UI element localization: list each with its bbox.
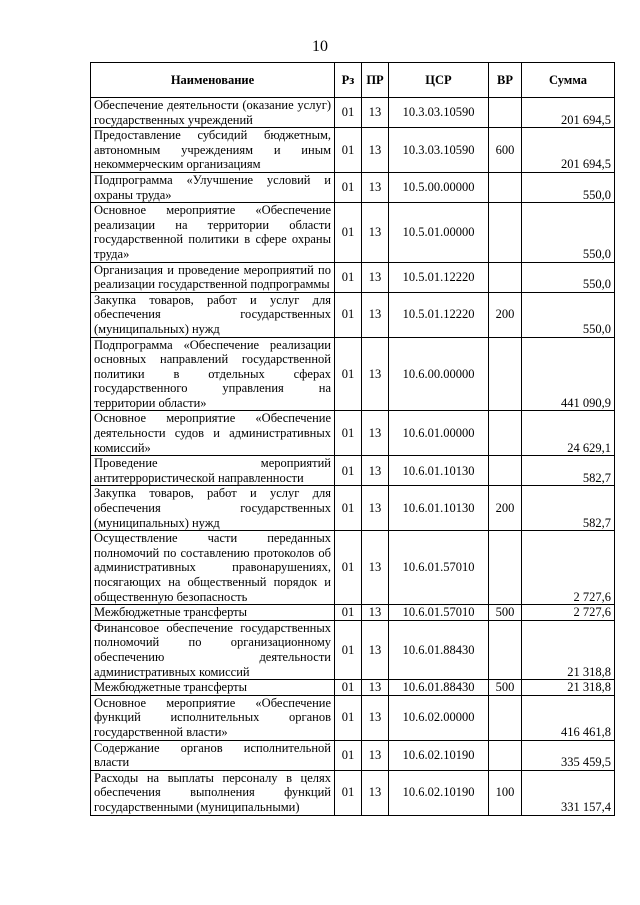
cell-name: Межбюджетные трансферты — [91, 680, 335, 696]
cell-sum: 335 459,5 — [522, 740, 615, 770]
cell-vr — [489, 411, 522, 456]
header-sum: Сумма — [522, 63, 615, 98]
cell-rz: 01 — [335, 531, 362, 605]
cell-name: Осуществление части переданных полномочий по составлению протоколов об административных правонарушениях, посягающих на общественный порядок и общественную безопасность — [91, 531, 335, 605]
cell-pr: 13 — [362, 740, 389, 770]
cell-rz: 01 — [335, 128, 362, 173]
cell-pr: 13 — [362, 292, 389, 337]
header-pr: ПР — [362, 63, 389, 98]
cell-vr: 200 — [489, 486, 522, 531]
cell-sum: 201 694,5 — [522, 98, 615, 128]
cell-name: Проведение мероприятий антитеррористической направленности — [91, 456, 335, 486]
cell-sum: 550,0 — [522, 292, 615, 337]
cell-rz: 01 — [335, 203, 362, 262]
cell-rz: 01 — [335, 486, 362, 531]
cell-rz: 01 — [335, 456, 362, 486]
cell-rz: 01 — [335, 770, 362, 815]
cell-vr — [489, 262, 522, 292]
cell-csr: 10.5.01.12220 — [389, 292, 489, 337]
cell-rz: 01 — [335, 411, 362, 456]
page-number: 10 — [312, 38, 328, 55]
cell-sum: 441 090,9 — [522, 337, 615, 411]
cell-pr: 13 — [362, 411, 389, 456]
table-row — [91, 172, 615, 202]
table-body — [91, 98, 615, 816]
cell-sum: 21 318,8 — [522, 620, 615, 679]
cell-rz: 01 — [335, 695, 362, 740]
cell-rz: 01 — [335, 680, 362, 696]
table-row — [91, 203, 615, 262]
table-header-row — [91, 63, 615, 98]
table-row — [91, 695, 615, 740]
table-row — [91, 262, 615, 292]
cell-name: Организация и проведение мероприятий по реализации государственной подпрограммы — [91, 262, 335, 292]
cell-csr: 10.6.01.88430 — [389, 680, 489, 696]
cell-csr: 10.6.02.10190 — [389, 770, 489, 815]
cell-name: Межбюджетные трансферты — [91, 605, 335, 621]
cell-csr: 10.5.01.12220 — [389, 262, 489, 292]
cell-sum: 582,7 — [522, 486, 615, 531]
cell-vr — [489, 695, 522, 740]
cell-pr: 13 — [362, 770, 389, 815]
cell-csr: 10.6.02.00000 — [389, 695, 489, 740]
cell-name: Предоставление субсидий бюджетным, автономным учреждениям и иным некоммерческим организациям — [91, 128, 335, 173]
cell-rz: 01 — [335, 172, 362, 202]
cell-pr: 13 — [362, 98, 389, 128]
table-row — [91, 337, 615, 411]
cell-name: Основное мероприятие «Обеспечение деятельности судов и административных комиссий» — [91, 411, 335, 456]
cell-csr: 10.6.01.00000 — [389, 411, 489, 456]
cell-name: Закупка товаров, работ и услуг для обеспечения государственных (муниципальных) нужд — [91, 292, 335, 337]
cell-rz: 01 — [335, 605, 362, 621]
cell-sum: 201 694,5 — [522, 128, 615, 173]
cell-csr: 10.6.01.57010 — [389, 605, 489, 621]
cell-sum: 550,0 — [522, 172, 615, 202]
cell-vr — [489, 203, 522, 262]
cell-pr: 13 — [362, 680, 389, 696]
cell-pr: 13 — [362, 128, 389, 173]
cell-vr — [489, 620, 522, 679]
budget-table — [90, 62, 615, 816]
cell-csr: 10.3.03.10590 — [389, 98, 489, 128]
table-row — [91, 770, 615, 815]
cell-name: Обеспечение деятельности (оказание услуг) государственных учреждений — [91, 98, 335, 128]
cell-pr: 13 — [362, 605, 389, 621]
cell-rz: 01 — [335, 620, 362, 679]
cell-pr: 13 — [362, 337, 389, 411]
cell-pr: 13 — [362, 486, 389, 531]
table-row — [91, 292, 615, 337]
table-row — [91, 128, 615, 173]
table-row — [91, 680, 615, 696]
cell-csr: 10.5.01.00000 — [389, 203, 489, 262]
table-row — [91, 531, 615, 605]
table-row — [91, 620, 615, 679]
cell-sum: 331 157,4 — [522, 770, 615, 815]
cell-name: Содержание органов исполнительной власти — [91, 740, 335, 770]
cell-csr: 10.6.01.10130 — [389, 486, 489, 531]
cell-rz: 01 — [335, 98, 362, 128]
cell-vr — [489, 172, 522, 202]
cell-name: Финансовое обеспечение государственных полномочий по организационному обеспечению деятельности административных комиссий — [91, 620, 335, 679]
cell-sum: 582,7 — [522, 456, 615, 486]
table-row — [91, 486, 615, 531]
cell-vr: 200 — [489, 292, 522, 337]
cell-csr: 10.6.01.10130 — [389, 456, 489, 486]
cell-vr: 500 — [489, 605, 522, 621]
cell-vr: 100 — [489, 770, 522, 815]
cell-rz: 01 — [335, 262, 362, 292]
cell-vr — [489, 98, 522, 128]
cell-name: Закупка товаров, работ и услуг для обеспечения государственных (муниципальных) нужд — [91, 486, 335, 531]
cell-vr: 500 — [489, 680, 522, 696]
cell-csr: 10.5.00.00000 — [389, 172, 489, 202]
cell-rz: 01 — [335, 740, 362, 770]
cell-rz: 01 — [335, 337, 362, 411]
cell-pr: 13 — [362, 695, 389, 740]
cell-sum: 2 727,6 — [522, 605, 615, 621]
cell-vr — [489, 337, 522, 411]
table-row — [91, 98, 615, 128]
table-row — [91, 605, 615, 621]
cell-csr: 10.6.00.00000 — [389, 337, 489, 411]
cell-pr: 13 — [362, 262, 389, 292]
cell-vr — [489, 531, 522, 605]
table-row — [91, 740, 615, 770]
cell-sum: 21 318,8 — [522, 680, 615, 696]
cell-csr: 10.3.03.10590 — [389, 128, 489, 173]
cell-pr: 13 — [362, 203, 389, 262]
cell-pr: 13 — [362, 172, 389, 202]
table-row — [91, 411, 615, 456]
cell-sum: 550,0 — [522, 203, 615, 262]
cell-vr: 600 — [489, 128, 522, 173]
cell-pr: 13 — [362, 620, 389, 679]
header-vr: ВР — [489, 63, 522, 98]
header-rz: Рз — [335, 63, 362, 98]
cell-pr: 13 — [362, 456, 389, 486]
cell-sum: 24 629,1 — [522, 411, 615, 456]
cell-name: Основное мероприятие «Обеспечение функций исполнительных органов государственной власти» — [91, 695, 335, 740]
header-name: Наименование — [91, 63, 335, 98]
table-row — [91, 456, 615, 486]
cell-sum: 416 461,8 — [522, 695, 615, 740]
cell-sum: 550,0 — [522, 262, 615, 292]
cell-name: Расходы на выплаты персоналу в целях обеспечения выполнения функций государственными (муниципальными) — [91, 770, 335, 815]
cell-csr: 10.6.02.10190 — [389, 740, 489, 770]
header-csr: ЦСР — [389, 63, 489, 98]
cell-name: Основное мероприятие «Обеспечение реализации на территории области государственной политики в сфере охраны труда» — [91, 203, 335, 262]
cell-csr: 10.6.01.88430 — [389, 620, 489, 679]
cell-name: Подпрограмма «Обеспечение реализации основных направлений государственной политики в отдельных сферах государственного управления на территории области» — [91, 337, 335, 411]
cell-pr: 13 — [362, 531, 389, 605]
cell-name: Подпрограмма «Улучшение условий и охраны труда» — [91, 172, 335, 202]
cell-rz: 01 — [335, 292, 362, 337]
cell-sum: 2 727,6 — [522, 531, 615, 605]
cell-csr: 10.6.01.57010 — [389, 531, 489, 605]
cell-vr — [489, 456, 522, 486]
cell-vr — [489, 740, 522, 770]
